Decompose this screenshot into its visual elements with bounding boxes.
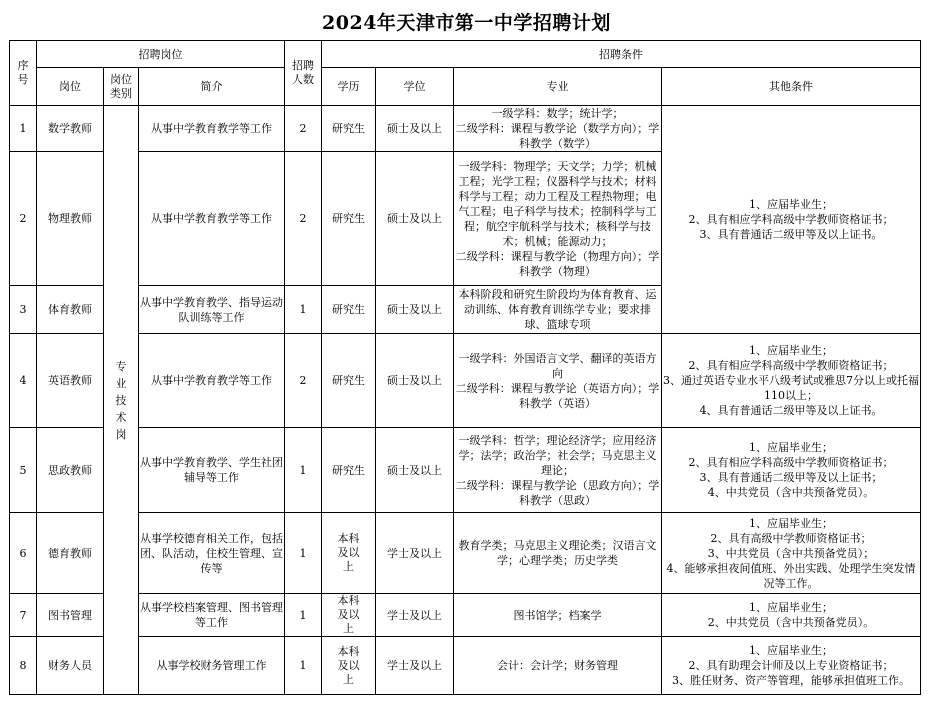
header-degree: 学位 — [376, 68, 454, 106]
cell-major: 本科阶段和研究生阶段均为体育教育、运动训练、体育教育训练学专业；要求排球、篮球专项 — [454, 286, 662, 334]
cell-other-conditions: 1、应届毕业生； 2、中共党员（含中共预备党员）。 — [662, 594, 921, 637]
cell-post: 财务人员 — [37, 637, 104, 695]
cell-count: 2 — [285, 106, 322, 152]
cell-education: 研究生 — [322, 334, 376, 428]
cell-no: 3 — [10, 286, 37, 334]
table-row — [10, 637, 921, 695]
cell-no: 6 — [10, 513, 37, 594]
cell-post: 德育教师 — [37, 513, 104, 594]
cell-education: 研究生 — [322, 106, 376, 152]
cell-post: 数学教师 — [37, 106, 104, 152]
cell-intro: 从事中学教育教学等工作 — [139, 106, 285, 152]
header-intro: 简介 — [139, 68, 285, 106]
cell-no: 8 — [10, 637, 37, 695]
cell-degree: 硕士及以上 — [376, 334, 454, 428]
cell-intro: 从事中学教育教学、学生社团辅导等工作 — [139, 428, 285, 513]
table-row — [10, 428, 921, 513]
cell-intro: 从事学校德育相关工作，包括团、队活动，住校生管理、宣传等 — [139, 513, 285, 594]
table-row — [10, 513, 921, 594]
cell-major: 一级学科：哲学；理论经济学；应用经济学；法学；政治学；社会学；马克思主义理论； 二级学科：课程与教学论（思政方向）；学科教学（思政） — [454, 428, 662, 513]
cell-education: 研究生 — [322, 428, 376, 513]
header-row-2 — [10, 68, 921, 106]
cell-other-conditions: 1、应届毕业生； 2、具有相应学科高级中学教师资格证书； 3、具有普通话二级甲等及以上证书。 — [662, 106, 921, 334]
cell-education: 研究生 — [322, 286, 376, 334]
cell-intro: 从事中学教育教学等工作 — [139, 334, 285, 428]
cell-degree: 学士及以上 — [376, 513, 454, 594]
cell-count: 2 — [285, 334, 322, 428]
cell-post: 体育教师 — [37, 286, 104, 334]
cell-major: 一级学科：数学；统计学； 二级学科：课程与教学论（数学方向）；学科教学（数学） — [454, 106, 662, 152]
cell-no: 4 — [10, 334, 37, 428]
cell-post: 思政教师 — [37, 428, 104, 513]
cell-education: 本科及以上 — [322, 513, 376, 594]
cell-count: 1 — [285, 637, 322, 695]
cell-degree: 学士及以上 — [376, 594, 454, 637]
cell-degree: 学士及以上 — [376, 637, 454, 695]
cell-category: 专业技术岗 — [104, 106, 139, 695]
cell-no: 1 — [10, 106, 37, 152]
cell-count: 1 — [285, 513, 322, 594]
table-row — [10, 594, 921, 637]
cell-other-conditions: 1、应届毕业生； 2、具有相应学科高级中学教师资格证书； 3、具有普通话二级甲等及以上证书； 4、中共党员（含中共预备党员）。 — [662, 428, 921, 513]
header-no: 序号 — [10, 41, 37, 106]
cell-major: 一级学科：物理学；天文学；力学；机械工程；光学工程；仪器科学与技术；材料科学与工程；动力工程及工程热物理；电气工程；电子科学与技术；控制科学与工程；航空宇航科学与技术；核科学与技术；机械；能源动力； 二级学科：课程与教学论（物理方向）；学科教学（物理） — [454, 152, 662, 286]
cell-major: 教育学类；马克思主义理论类；汉语言文学；心理学类；历史学类 — [454, 513, 662, 594]
header-row-1 — [10, 41, 921, 68]
cell-post: 物理教师 — [37, 152, 104, 286]
table-row — [10, 106, 921, 152]
cell-intro: 从事学校档案管理、图书管理等工作 — [139, 594, 285, 637]
cell-education: 研究生 — [322, 152, 376, 286]
recruitment-table — [9, 40, 921, 695]
header-condition-group: 招聘条件 — [322, 41, 921, 68]
cell-no: 5 — [10, 428, 37, 513]
cell-other-conditions: 1、应届毕业生； 2、具有助理会计师及以上专业资格证书； 3、胜任财务、资产等管理，能够承担值班工作。 — [662, 637, 921, 695]
header-post-group: 招聘岗位 — [37, 41, 285, 68]
cell-degree: 硕士及以上 — [376, 428, 454, 513]
cell-intro: 从事中学教育教学、指导运动队训练等工作 — [139, 286, 285, 334]
header-count: 招聘人数 — [285, 41, 322, 106]
cell-degree: 硕士及以上 — [376, 106, 454, 152]
cell-no: 7 — [10, 594, 37, 637]
cell-count: 1 — [285, 594, 322, 637]
cell-post: 图书管理 — [37, 594, 104, 637]
cell-count: 1 — [285, 286, 322, 334]
cell-degree: 硕士及以上 — [376, 152, 454, 286]
cell-major: 一级学科：外国语言文学、翻译的英语方向 二级学科：课程与教学论（英语方向）；学科教学（英语） — [454, 334, 662, 428]
cell-count: 1 — [285, 428, 322, 513]
cell-education: 本科及以上 — [322, 637, 376, 695]
cell-degree: 硕士及以上 — [376, 286, 454, 334]
header-major: 专业 — [454, 68, 662, 106]
cell-intro: 从事中学教育教学等工作 — [139, 152, 285, 286]
cell-post: 英语教师 — [37, 334, 104, 428]
cell-major: 会计：会计学；财务管理 — [454, 637, 662, 695]
cell-major: 图书馆学；档案学 — [454, 594, 662, 637]
header-education: 学历 — [322, 68, 376, 106]
cell-education: 本科及以上 — [322, 594, 376, 637]
header-category: 岗位类别 — [104, 68, 139, 106]
header-post: 岗位 — [37, 68, 104, 106]
cell-count: 2 — [285, 152, 322, 286]
header-other: 其他条件 — [662, 68, 921, 106]
cell-no: 2 — [10, 152, 37, 286]
cell-other-conditions: 1、应届毕业生； 2、具有高级中学教师资格证书； 3、中共党员（含中共预备党员）； 4、能够承担夜间值班、外出实践、处理学生突发情况等工作。 — [662, 513, 921, 594]
cell-intro: 从事学校财务管理工作 — [139, 637, 285, 695]
cell-other-conditions: 1、应届毕业生； 2、具有相应学科高级中学教师资格证书； 3、通过英语专业水平八级考试或雅思7分以上或托福110以上； 4、具有普通话二级甲等及以上证书。 — [662, 334, 921, 428]
table-row — [10, 334, 921, 428]
page-title: 2024年天津市第一中学招聘计划 — [322, 12, 611, 34]
